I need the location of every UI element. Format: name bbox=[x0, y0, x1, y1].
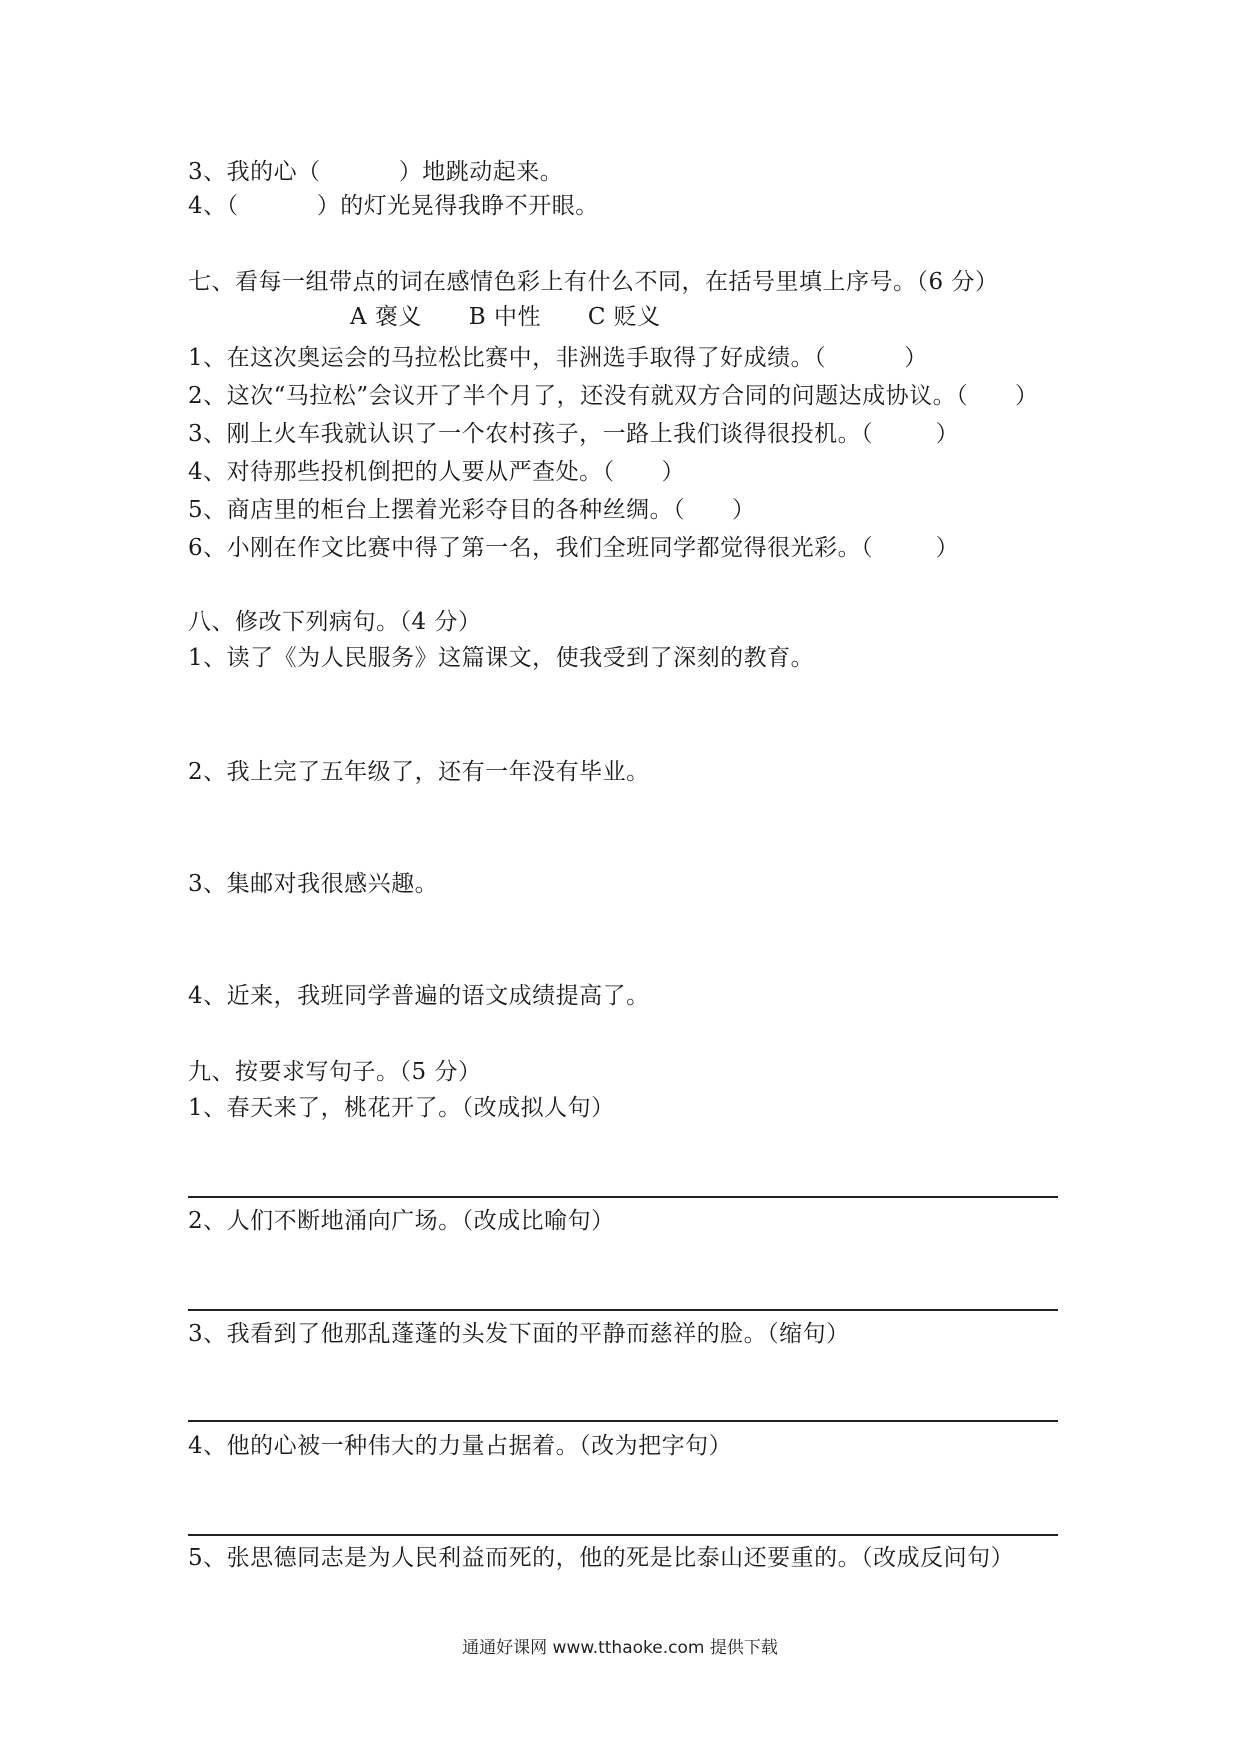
section-8-question-1: 1、读了《为人民服务》这篇课文，使我受到了深刻的教育。 bbox=[188, 645, 815, 671]
section-9-question-1: 1、春天来了，桃花开了。（改成拟人句） bbox=[188, 1095, 615, 1121]
section-9-question-3: 3、我看到了他那乱蓬蓬的头发下面的平静而慈祥的脸。（缩句） bbox=[188, 1321, 850, 1347]
section-8-question-2: 2、我上完了五年级了，还有一年没有毕业。 bbox=[188, 759, 650, 785]
section-7-question-4: 4、对待那些投机倒把的人要从严查处。（ ） bbox=[188, 459, 685, 485]
section-8-question-3: 3、集邮对我很感兴趣。 bbox=[188, 871, 439, 897]
section-7-heading: 七、看每一组带点的词在感情色彩上有什么不同，在括号里填上序号。（6 分） bbox=[188, 269, 999, 295]
section-9-heading: 九、按要求写句子。（5 分） bbox=[188, 1059, 482, 1085]
answer-line-3 bbox=[188, 1420, 1058, 1422]
section-7-question-3: 3、刚上火车我就认识了一个农村孩子，一路上我们谈得很投机。（ ） bbox=[188, 421, 960, 447]
section-7-question-1: 1、在这次奥运会的马拉松比赛中，非洲选手取得了好成绩。（ ） bbox=[188, 345, 928, 371]
section-8-heading: 八、修改下列病句。（4 分） bbox=[188, 609, 482, 635]
section-7-options: A 褒义 B 中性 C 贬义 bbox=[350, 304, 661, 330]
section-7-question-5: 5、商店里的柜台上摆着光彩夺目的各种丝绸。（ ） bbox=[188, 497, 756, 523]
section-7-question-6: 6、小刚在作文比赛中得了第一名，我们全班同学都觉得很光彩。（ ） bbox=[188, 535, 960, 561]
fill-blank-item-3: 3、我的心（ ）地跳动起来。 bbox=[188, 159, 564, 185]
answer-line-4 bbox=[188, 1534, 1058, 1536]
fill-blank-item-4: 4、（ ）的灯光晃得我睁不开眼。 bbox=[188, 193, 599, 219]
answer-line-1 bbox=[188, 1196, 1058, 1198]
section-7-question-2: 2、这次“马拉松”会议开了半个月了，还没有就双方合同的问题达成协议。（ ） bbox=[188, 383, 1039, 409]
section-8-question-4: 4、近来，我班同学普遍的语文成绩提高了。 bbox=[188, 983, 650, 1009]
section-9-question-5: 5、张思德同志是为人民利益而死的，他的死是比泰山还要重的。（改成反问句） bbox=[188, 1545, 1015, 1571]
section-9-question-2: 2、人们不断地涌向广场。（改成比喻句） bbox=[188, 1208, 615, 1234]
answer-line-2 bbox=[188, 1309, 1058, 1311]
page-footer: 通通好课网 www.tthaoke.com 提供下载 bbox=[462, 1638, 778, 1658]
section-9-question-4: 4、他的心被一种伟大的力量占据着。（改为把字句） bbox=[188, 1433, 733, 1459]
